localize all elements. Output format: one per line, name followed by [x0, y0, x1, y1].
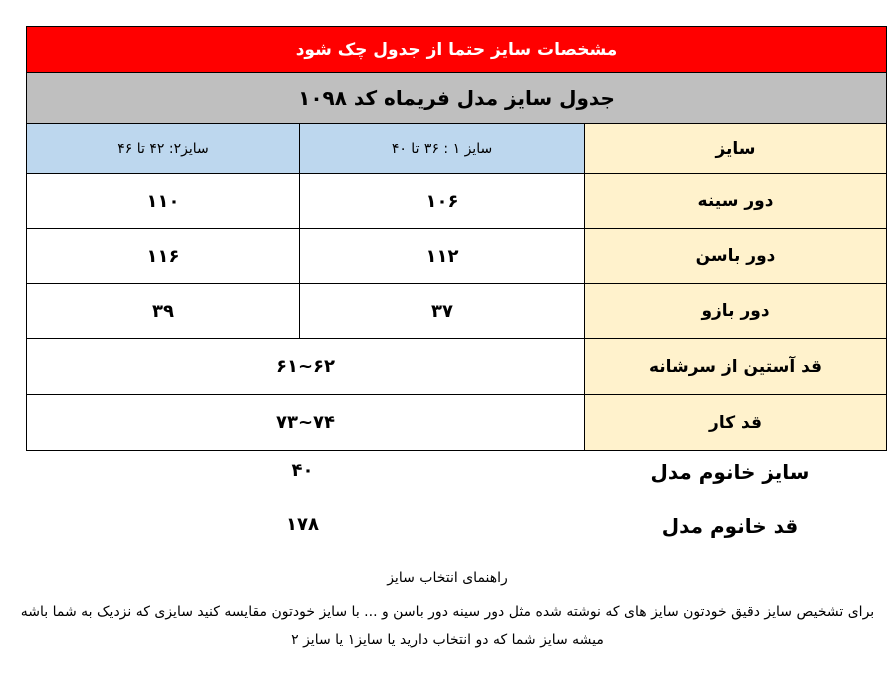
cell-size2: ۱۱۰	[146, 190, 180, 212]
model-size-label: سایز خانوم مدل	[650, 460, 810, 484]
cell-size2: ۱۱۶	[146, 245, 180, 267]
table-header-row	[27, 123, 886, 173]
cell-size2: ۳۹	[152, 300, 174, 322]
cell-merged-value: ۷۳~۷۴	[275, 412, 336, 433]
table-title: جدول سایز مدل فریماه کد ۱۰۹۸	[27, 73, 886, 123]
size-table	[26, 26, 887, 451]
table-row	[27, 394, 886, 450]
cell-size1: ۱۱۲	[299, 229, 584, 283]
row-label: دور سینه	[584, 174, 886, 228]
table-row	[27, 338, 886, 394]
cell-merged-value: ۶۱~۶۲	[275, 356, 336, 377]
model-size-row	[0, 454, 895, 494]
model-size-value: ۴۰	[291, 460, 314, 481]
header-size-label: سایز	[584, 124, 886, 173]
header-size2: سایز۲: ۴۲ تا ۴۶	[27, 124, 299, 173]
table-row	[27, 283, 886, 338]
header-size1: سایز ۱ : ۳۶ تا ۴۰	[299, 124, 584, 173]
warning-banner: مشخصات سایز حتما از جدول چک شود	[27, 27, 886, 72]
cell-size1: ۳۷	[299, 284, 584, 338]
model-height-row	[0, 508, 895, 548]
size-guide-title: راهنمای انتخاب سایز	[387, 570, 508, 586]
model-height-value: ۱۷۸	[286, 514, 319, 535]
cell-size1: ۱۰۶	[299, 174, 584, 228]
row-label: قد آستین از سرشانه	[584, 339, 886, 394]
warning-banner-row	[27, 27, 886, 72]
model-height-label: قد خانوم مدل	[661, 514, 799, 538]
row-label: دور باسن	[584, 229, 886, 283]
size-guide-text: برای تشخیص سایز دقیق خودتون سایز های که نوشته شده مثل دور سینه دور باسن و ... با سایز خودتون مقایسه کنید سایزی که نزدیک به شما باشه میشه سایز شما که دو انتخاب دارید یا سایز۱ یا سایز ۲	[20, 604, 875, 648]
row-label: دور بازو	[584, 284, 886, 338]
table-title-row	[27, 72, 886, 123]
row-label: قد کار	[584, 395, 886, 450]
table-row	[27, 228, 886, 283]
table-row	[27, 173, 886, 228]
